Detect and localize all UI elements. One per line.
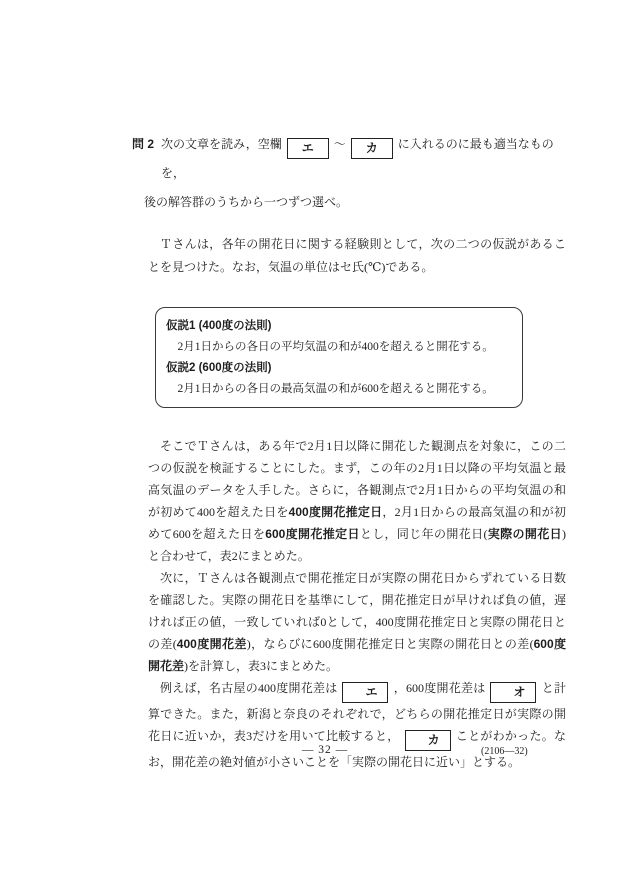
- p2-seg4: )と合わせて，表2にまとめた。: [148, 527, 566, 563]
- p2-seg2: ，2月1日からの最高気温の和が初めて600を超えた日を: [148, 505, 566, 541]
- term-600-estimate-day: 600度開花推定日: [265, 527, 360, 541]
- blank-box-ka: カ: [351, 138, 393, 159]
- p3-seg1: 次に，Ｔさんは各観測点で開花推定日が実際の開花日からずれている日数を確認した。実際の開花日を基準にして，開花推定日が早ければ負の値，遅ければ正の値，一致していれば0として，400度開花推定日と実際の開花日との差(: [148, 571, 566, 651]
- p2-seg1: そこでＴさんは，ある年で2月1日以降に開花した観測点を対象に，この二つの仮説を検証することにした。まず，この年の2月1日以降の平均気温と最高気温のデータを入手した。さらに，各観測点で2月1日からの平均気温の和が初めて400を超えた日を: [148, 439, 566, 519]
- hypothesis-box: [155, 307, 523, 408]
- paragraph-example: [148, 677, 566, 773]
- question-number: 問 2: [132, 137, 155, 151]
- hypothesis1-rule: 2月1日からの各日の平均気温の和が400を超えると開花する。: [177, 341, 494, 353]
- p4-seg3: と計算できた。また，新潟と奈良のそれぞれで，どちらの開花推定日が実際の開花日に近いか，表3だけを用いて比較すると，: [148, 681, 566, 743]
- page-content: [132, 130, 568, 773]
- term-400-estimate-day: 400度開花推定日: [288, 505, 383, 519]
- blank-box-o-inline: オ: [490, 682, 536, 703]
- paragraph-verification: [148, 435, 566, 567]
- blank-box-e: エ: [287, 138, 329, 159]
- p3-seg2: )，ならびに600度開花推定日と実際の開花日との差(: [246, 637, 534, 651]
- page-number: — 32 —: [301, 744, 349, 756]
- p4-seg2: ，600度開花差は: [393, 681, 486, 695]
- term-400-diff: 400度開花差: [176, 637, 247, 651]
- p2-seg3: とし，同じ年の開花日(: [359, 527, 488, 541]
- p4-seg1: 例えば，名古屋の400度開花差は: [160, 681, 338, 695]
- page-code: (2106—32): [481, 746, 528, 757]
- question-line2: 後の解答群のうちから一つずつ選べ。: [144, 195, 349, 209]
- hypothesis1-title: 仮説1 (400度の法則): [166, 320, 272, 332]
- question-text: [144, 130, 568, 217]
- question-intro: 次の文章を読み，空欄: [161, 137, 282, 151]
- tilde-separator: ～: [333, 137, 346, 151]
- blank-box-e-inline: エ: [342, 682, 388, 703]
- paragraph-difference: [148, 567, 566, 677]
- paragraph-intro: Ｔさんは，各年の開花日に関する経験則として，次の二つの仮説があることを見つけた。なお，気温の単位はセ氏(℃)である。: [148, 237, 566, 274]
- p3-seg3: )を計算し，表3にまとめた。: [184, 659, 339, 673]
- p4-seg4: ことがわかった。なお，開花差の絶対値が小さいことを「実際の開花日に近い」とする。: [148, 729, 566, 769]
- blank-box-ka-inline: カ: [405, 730, 451, 751]
- hypothesis2-title: 仮説2 (600度の法則): [166, 362, 272, 374]
- question-intro-tail: に入れるのに最も適当なものを，: [161, 137, 554, 180]
- question-header: [132, 130, 568, 217]
- hypothesis2-rule: 2月1日からの各日の最高気温の和が600を超えると開花する。: [177, 383, 494, 395]
- term-600-diff: 600度開花差: [148, 637, 567, 673]
- term-actual-bloom-day: 実際の開花日: [487, 527, 562, 541]
